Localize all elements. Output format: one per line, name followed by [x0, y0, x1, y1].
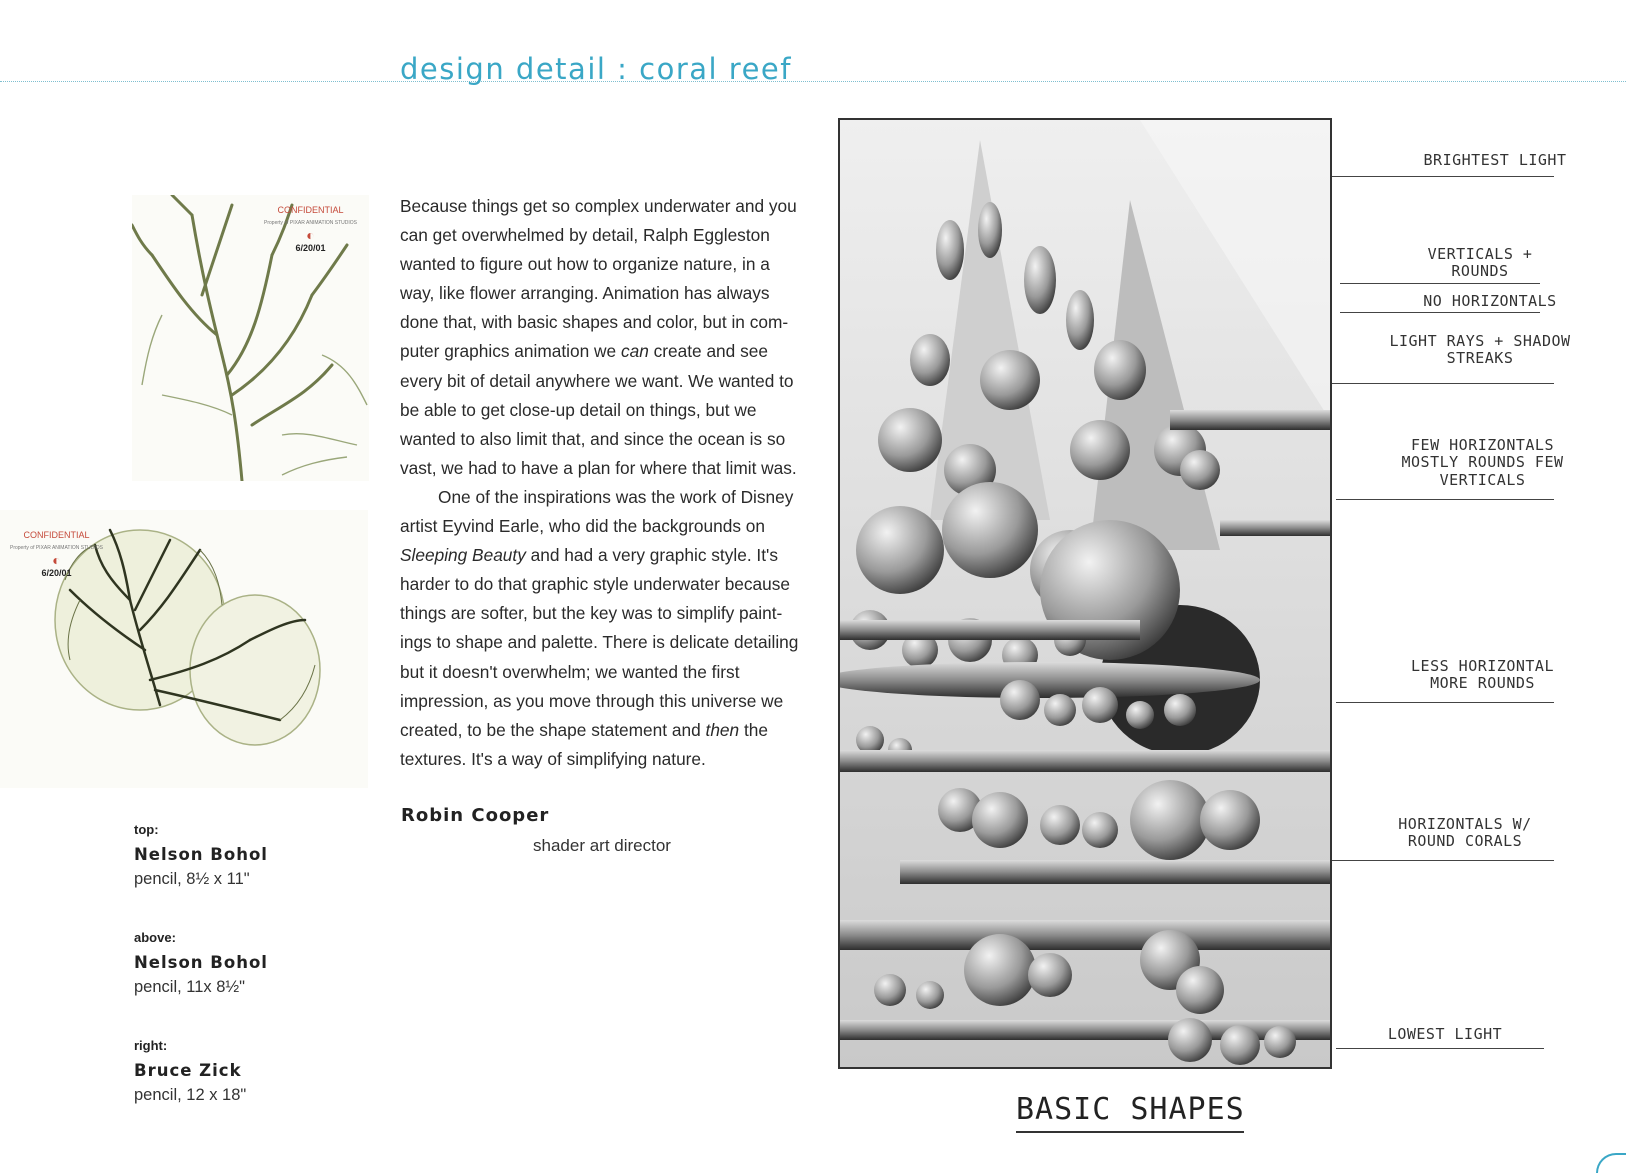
paragraph-1-emphasis: can [620, 341, 649, 362]
credit-medium: pencil, 11x 8½" [134, 978, 246, 996]
paragraph-2 [400, 483, 808, 774]
credit-artist: Nelson Bohol [134, 845, 268, 864]
drawing-caption: BASIC SHAPES [1016, 1092, 1245, 1127]
annotation-line [1336, 499, 1554, 500]
pixar-fish-icon: ◐ [52, 551, 61, 568]
sea-fan-drawing [0, 510, 368, 788]
credit-artist: Nelson Bohol [134, 953, 268, 972]
confidential-stamp [264, 205, 357, 254]
paragraph-2-text: One of the inspirations was the work of Disney artist Eyvind Earle, who did the backgrounds on [400, 486, 794, 537]
article-body [400, 192, 808, 774]
page-corner-mark [1596, 1153, 1626, 1173]
credit-label: top: [134, 822, 159, 837]
annotation-line [1340, 312, 1540, 313]
confidential-sub: Property of PIXAR ANIMATION STUDIOS [264, 219, 357, 226]
annotation-brightest-light: BRIGHTEST LIGHT [1423, 151, 1567, 169]
annotation-less-horizontal: LESS HORIZONTAL MORE ROUNDS [1411, 657, 1554, 693]
paragraph-1-text: Because things get so complex underwater and you can get overwhelmed by detail, Ralph Eggleston wanted to figure out how to organize nature, in a way, like flower arranging. Animation has always done that, with basic shapes and color, but in com-puter graphics animation we [400, 196, 797, 362]
annotation-line [1336, 702, 1554, 703]
paragraph-2-text-c: the textures. It's a way of simplifying nature. [400, 719, 768, 769]
confidential-label: CONFIDENTIAL [23, 530, 90, 540]
pixar-fish-icon: ◐ [306, 226, 315, 243]
paragraph-2-text-b: and had a very graphic style. It's harder to do that graphic style underwater because things are softer, but the key was to simplify paint-ings to shape and palette. There is delicate detailing but it doesn't overwhelm; we wanted the first impression, as you move through this universe we created, to be the shape statement and [400, 545, 799, 740]
annotation-few-horizontals: FEW HORIZONTALS MOSTLY ROUNDS FEW VERTICALS [1401, 436, 1564, 489]
paragraph-1 [400, 192, 808, 483]
confidential-label: CONFIDENTIAL [277, 205, 344, 215]
credit-above [134, 930, 268, 997]
credit-label: right: [134, 1038, 168, 1053]
credit-right [134, 1038, 246, 1105]
paragraph-2-emphasis: Sleeping Beauty [400, 545, 526, 566]
credit-top [134, 822, 268, 889]
author-role: shader art director [533, 836, 671, 855]
annotation-line [1336, 1048, 1544, 1049]
annotation-line [1332, 176, 1554, 177]
annotation-light-rays: LIGHT RAYS + SHADOW STREAKS [1389, 332, 1571, 368]
paragraph-2-emphasis-2: then [705, 719, 740, 740]
credit-medium: pencil, 8½ x 11" [134, 870, 250, 888]
drawing-caption-underline [1016, 1131, 1244, 1133]
annotation-horizontals-round-corals: HORIZONTALS W/ ROUND CORALS [1398, 815, 1532, 851]
paragraph-1-text-b: create and see every bit of detail anywhere we want. We wanted to be able to get close-up detail on things, but we wanted to also limit that, and since the ocean is so vast, we had to have a plan for where that limit was. [400, 341, 797, 478]
confidential-date: 6/20/01 [295, 243, 326, 254]
confidential-sub: Property of PIXAR ANIMATION STUDIOS [10, 544, 103, 551]
annotation-no-horizontals: NO HORIZONTALS [1423, 292, 1557, 310]
header-rule [0, 81, 1626, 82]
author-name: Robin Cooper [401, 805, 550, 826]
annotation-line [1332, 860, 1554, 861]
confidential-date: 6/20/01 [41, 568, 72, 579]
credit-artist: Bruce Zick [134, 1061, 242, 1080]
credit-medium: pencil, 12 x 18" [134, 1086, 247, 1104]
annotation-line [1340, 283, 1540, 284]
credit-label: above: [134, 930, 176, 945]
annotation-verticals-rounds: VERTICALS + ROUNDS [1427, 245, 1533, 281]
annotation-lowest-light: LOWEST LIGHT [1387, 1025, 1503, 1043]
confidential-stamp-2 [10, 530, 103, 579]
page-title: design detail : coral reef [400, 52, 792, 86]
coral-branch-drawing [132, 195, 369, 481]
reef-shapes-illustration [840, 120, 1330, 1067]
coral-reef-pencil-drawing [838, 118, 1332, 1069]
annotation-line [1332, 383, 1554, 384]
